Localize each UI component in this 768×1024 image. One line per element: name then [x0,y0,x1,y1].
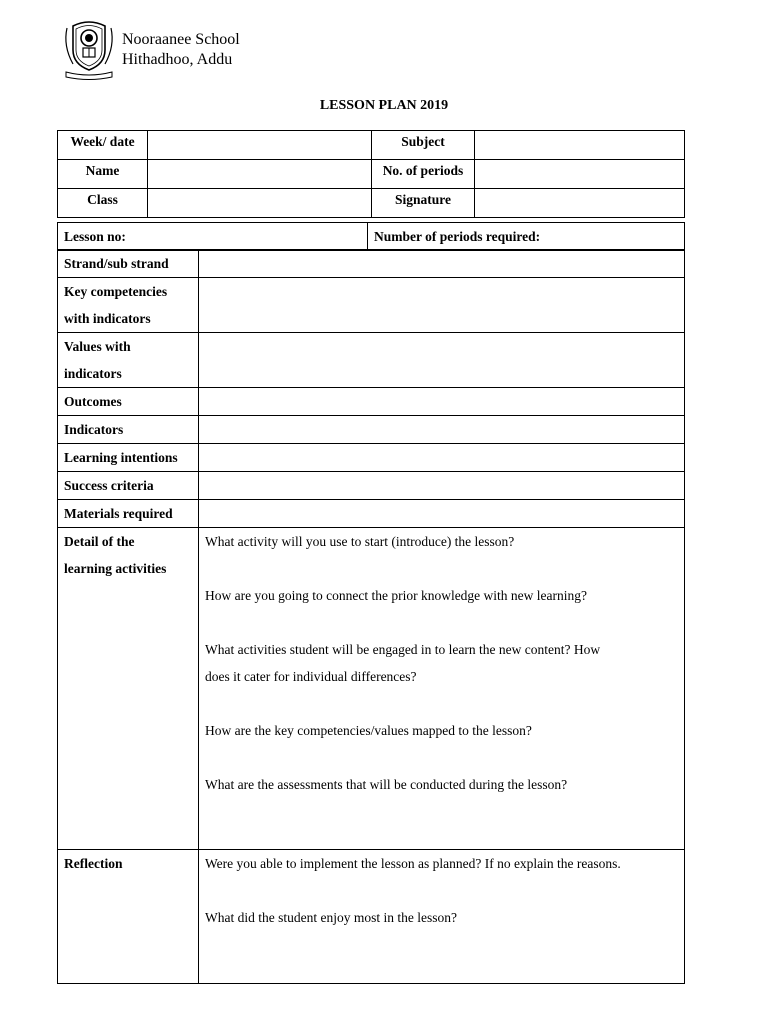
lesson-plan-table [57,249,685,984]
table-row [58,472,685,500]
signature-label: Signature [372,189,475,218]
reflection-question: Were you able to implement the lesson as planned? If no explain the reasons. [205,856,621,871]
activity-question: does it cater for individual differences? [205,669,417,684]
detail-line1: Detail of the [64,534,135,549]
table-row [58,333,685,388]
indicators-field[interactable] [199,416,685,444]
activities-field[interactable] [199,528,685,850]
periods-required-label: Number of periods required: [368,223,685,251]
outcomes-field[interactable] [199,388,685,416]
values-label [58,333,199,388]
class-label: Class [58,189,148,218]
activity-question: What activities student will be engaged in to learn the new content? How [205,642,601,657]
table-row [58,388,685,416]
page-title: LESSON PLAN 2019 [319,98,449,113]
document-header [61,16,421,80]
week-date-label: Week/ date [58,131,148,160]
school-location: Hithadhoo, Addu [122,51,233,68]
success-criteria-label: Success criteria [58,472,199,500]
table-row [58,850,685,984]
table-row [58,250,685,278]
table-row [58,528,685,850]
activity-question: What are the assessments that will be conducted during the lesson? [205,777,568,792]
periods-label: No. of periods [372,160,475,189]
values-line2: indicators [64,366,122,381]
learning-intentions-field[interactable] [199,444,685,472]
subject-field[interactable] [475,131,685,160]
reflection-field[interactable] [199,850,685,984]
signature-field[interactable] [475,189,685,218]
school-crest-icon [61,16,117,80]
week-date-field[interactable] [148,131,372,160]
strand-label: Strand/sub strand [58,250,199,278]
name-field[interactable] [148,160,372,189]
reflection-question: What did the student enjoy most in the lesson? [205,910,457,925]
indicators-label: Indicators [58,416,199,444]
key-competencies-line2: with indicators [64,311,151,326]
detail-line2: learning activities [64,561,167,576]
table-row [58,223,685,251]
subject-label: Subject [372,131,475,160]
values-field[interactable] [199,333,685,388]
materials-label: Materials required [58,500,199,528]
materials-field[interactable] [199,500,685,528]
table-row [58,500,685,528]
name-label: Name [58,160,148,189]
activity-question: What activity will you use to start (introduce) the lesson? [205,534,515,549]
class-field[interactable] [148,189,372,218]
periods-field[interactable] [475,160,685,189]
table-row [58,131,685,160]
table-row [58,416,685,444]
lesson-header-table [57,222,685,251]
activity-question: How are the key competencies/values mapped to the lesson? [205,723,532,738]
info-table [57,130,685,218]
table-row [58,444,685,472]
strand-field[interactable] [199,250,685,278]
activity-question: How are you going to connect the prior knowledge with new learning? [205,588,588,603]
learning-intentions-label: Learning intentions [58,444,199,472]
success-criteria-field[interactable] [199,472,685,500]
detail-activities-label [58,528,199,850]
key-competencies-label [58,278,199,333]
table-row [58,189,685,218]
lesson-no-label: Lesson no: [58,223,368,251]
key-competencies-field[interactable] [199,278,685,333]
school-name: Nooraanee School [122,31,240,48]
reflection-label: Reflection [58,850,199,984]
outcomes-label: Outcomes [58,388,199,416]
key-competencies-line1: Key competencies [64,284,168,299]
table-row [58,278,685,333]
values-line1: Values with [64,339,131,354]
table-row [58,160,685,189]
